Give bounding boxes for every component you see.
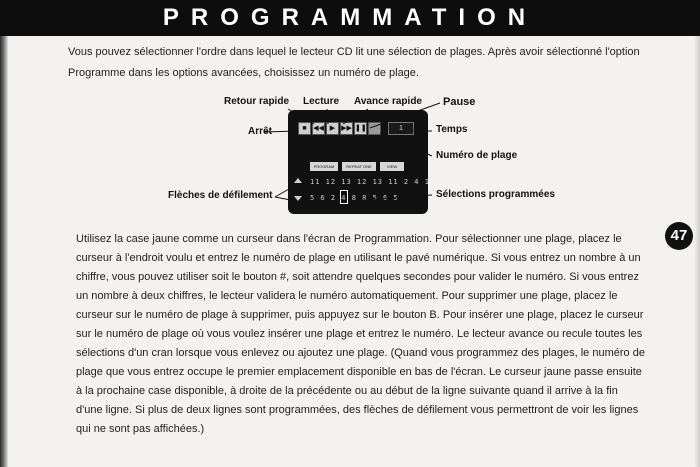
label-arret: Arrêt [248,126,272,137]
play-icon: ▶ [326,122,339,135]
repeat-one-tag: REPEAT ONE [342,162,376,171]
label-selections-programmees: Sélections programmées [436,189,555,200]
label-pause: Pause [443,96,476,108]
stop-icon: ■ [298,122,311,135]
label-numero-plage: Numéro de plage [436,150,518,161]
label-temps: Temps [436,124,468,135]
label-lecture: Lecture [303,96,340,107]
track-number-display: 1 [388,122,414,135]
body-paragraph: Utilisez la case jaune comme un curseur dans l'écran de Programmation. Pour sélectionner une plage, placez le curseur à l'endroit voulu et entrez le numéro de plage en utilisant le pavé numérique. Si vous entrez un nombre à un chiffre, vous pouvez utiliser soit le bouton #, soit attendre quelques secondes pour valider le numéro. Si vous entrez un nombre à deux chiffres, le lecteur validera le numéro automatiquement. Pour supprimer une plage, placez le curseur sur le numéro de plage à supprimer, puis appuyez sur le bouton B. Pour insérer une plage, placez le curseur sur le numéro de plage où vous voulez insérer une plage et entrez le numéro. Le lecteur avance ou recule toutes les sélections d'un cran lorsque vous enlevez ou ajoutez une plage. (Quand vous programmez des plages, le numéro de plage que vous entrez occupe le premier emplacement disponible en bas de l'écran. Le curseur jaune passe ensuite à la prochaine case disponible, à droite de la précédente ou au début de la ligne suivante quand il arrive à la fin d'une ligne. Si plus de deux lignes sont programmées, des flèches de défilement vous permettront de voir les lignes qui ne sont pas affichées.) [76,233,645,435]
label-avance-rapide: Avance rapide [354,96,422,107]
track-row-1: 11 12 13 12 13 11 2 4 1 [310,178,430,186]
program-tag: PROGRAM [310,162,338,171]
label-retour-rapide: Retour rapide [224,96,290,107]
view-tag: VIEW [380,162,404,171]
pause-icon: ❚❚ [354,122,367,135]
label-fleches-defilement: Flèches de défilement [168,190,273,201]
fast-forward-icon: ▶▶ [340,122,353,135]
rewind-icon: ◀◀ [312,122,325,135]
track-row-2: 5 6 2 4 8 8 5 6 5 [310,194,399,202]
intro-paragraph: Vous pouvez sélectionner l'ordre dans lequel le lecteur CD lit une sélection de plages. Après avoir sélectionné l'option Programme dans les options avancées, choisissez un numéro de plage. [68,46,640,79]
page-title: PROGRAMMATION [162,4,538,31]
page-number-badge: 47 [665,222,693,250]
